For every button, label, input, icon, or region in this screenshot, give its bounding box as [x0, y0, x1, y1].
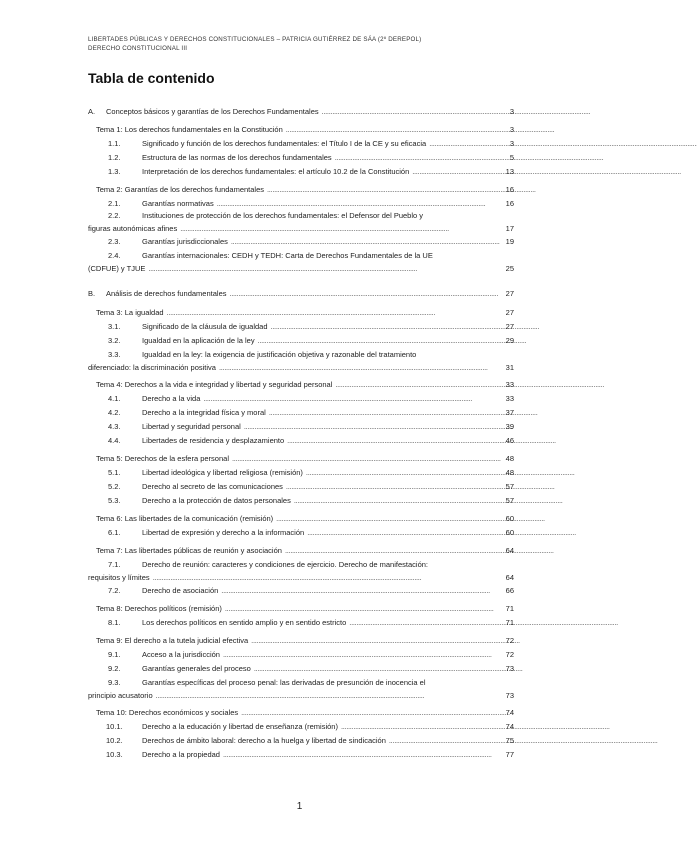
toc-entry-text: Instituciones de protección de los derechos fundamentales: el Defensor del Pueblo y [142, 211, 424, 220]
toc-entry-number: 6.1. [108, 528, 121, 537]
toc-entry[interactable] [88, 636, 514, 645]
toc-leader-dots [286, 125, 501, 134]
toc-entry-text: Significado y función de los derechos fundamentales: el Título I de la CE y su eficacia [142, 139, 427, 148]
toc-entry[interactable] [88, 251, 514, 273]
toc-entry[interactable] [88, 736, 514, 745]
toc-entry-number: 1.3. [108, 167, 121, 176]
toc-leader-dots [167, 308, 501, 317]
toc-entry-page: 5 [509, 153, 514, 162]
toc-entry-text: Libertad ideológica y libertad religiosa (remisión) [142, 468, 303, 477]
toc-leader-dots [153, 573, 501, 582]
toc-entry[interactable] [88, 380, 514, 389]
toc-leader-dots [225, 604, 501, 613]
toc-entry[interactable] [88, 408, 514, 417]
toc-entry-number: 7.2. [108, 586, 121, 595]
toc-leader-dots [267, 185, 501, 194]
toc-leader-dots [341, 722, 501, 731]
toc-entry[interactable] [88, 308, 514, 317]
toc-entry[interactable] [88, 454, 514, 463]
toc-entry-text: Derecho de reunión: caracteres y condiciones de ejercicio. Derecho de manifestación: [142, 560, 428, 569]
toc-leader-dots [223, 750, 501, 759]
toc-leader-dots [180, 224, 501, 233]
toc-entry-page: 73 [505, 664, 514, 673]
toc-entry[interactable] [88, 664, 514, 673]
toc-entry-text: Libertad de expresión y derecho a la información [142, 528, 305, 537]
toc-entry[interactable] [88, 482, 514, 491]
toc-entry-page: 74 [505, 708, 514, 717]
toc-leader-dots [335, 153, 501, 162]
toc-entry[interactable] [88, 107, 514, 116]
toc-leader-dots [322, 107, 501, 116]
toc-entry-number: 2.1. [108, 199, 121, 208]
toc-entry[interactable] [88, 708, 514, 717]
toc-entry[interactable] [88, 422, 514, 431]
toc-entry-text: Libertad y seguridad personal [142, 422, 241, 431]
toc-entry-text: Igualdad en la ley: la exigencia de justificación objetiva y razonable del tratamiento [142, 350, 417, 359]
toc-entry-page: 72 [505, 650, 514, 659]
toc-entry-text: Derechos de ámbito laboral: derecho a la huelga y libertad de sindicación [142, 736, 386, 745]
toc-entry-page: 66 [505, 586, 514, 595]
toc-entry[interactable] [88, 604, 514, 613]
toc-leader-dots [412, 167, 501, 176]
toc-entry-text: Tema 4: Derechos a la vida e integridad y libertad y seguridad personal [96, 380, 333, 389]
toc-entry-page: 48 [505, 468, 514, 477]
toc-entry[interactable] [88, 750, 514, 759]
toc-leader-dots [294, 496, 501, 505]
toc-leader-dots [251, 636, 501, 645]
toc-entry[interactable] [88, 125, 514, 134]
toc-entry-text: Tema 9: El derecho a la tutela judicial efectiva [96, 636, 249, 645]
toc-leader-dots [389, 736, 501, 745]
toc-entry-number: 9.3. [108, 678, 121, 687]
toc-leader-dots [287, 436, 501, 445]
toc-entry-text: Garantías generales del proceso [142, 664, 251, 673]
toc-entry[interactable] [88, 199, 514, 208]
toc-entry-page: 75 [505, 736, 514, 745]
toc-entry-number: 4.3. [108, 422, 121, 431]
toc-entry-text: Garantías jurisdiccionales [142, 237, 228, 246]
toc-entry-page: 3 [509, 125, 514, 134]
toc-entry-text: Libertades de residencia y desplazamiento [142, 436, 285, 445]
toc-entry-number: 10.2. [106, 736, 123, 745]
toc-entry-text: Conceptos básicos y garantías de los Derechos Fundamentales [106, 107, 319, 116]
toc-leader-dots [217, 199, 501, 208]
toc-entry[interactable] [88, 722, 514, 731]
toc-leader-dots [203, 394, 501, 403]
toc-entry-text: Tema 7: Las libertades públicas de reunión y asociación [96, 546, 282, 555]
toc-entry[interactable] [88, 185, 514, 194]
toc-entry-number: 5.3. [108, 496, 121, 505]
toc-leader-dots [254, 664, 501, 673]
toc-leader-dots [276, 514, 501, 523]
page-number: 1 [296, 801, 303, 812]
toc-entry-page: 16 [505, 199, 514, 208]
toc-entry-number: 7.1. [108, 560, 121, 569]
toc-entry[interactable] [88, 153, 514, 162]
toc-entry-page: 25 [505, 264, 514, 273]
toc-entry-page: 29 [505, 336, 514, 345]
toc-entry[interactable] [88, 618, 514, 627]
toc-leader-dots [271, 322, 501, 331]
toc-entry-page: 33 [505, 380, 514, 389]
toc-leader-dots [232, 454, 501, 463]
toc-entry-page: 46 [505, 436, 514, 445]
toc-entry-text: Derecho a la integridad física y moral [142, 408, 266, 417]
toc-entry-page: 71 [505, 618, 514, 627]
header-line-2: DERECHO CONSTITUCIONAL III [88, 45, 188, 52]
toc-entry-page: 72 [505, 636, 514, 645]
toc-entry-text: Garantías normativas [142, 199, 214, 208]
toc-entry-number: B. [88, 289, 96, 298]
toc-entry-continuation: figuras autonómicas afines [88, 224, 178, 233]
toc-entry-page: 57 [505, 496, 514, 505]
toc-entry[interactable] [88, 350, 514, 372]
toc-entry-number: 8.1. [108, 618, 121, 627]
toc-leader-dots [241, 708, 501, 717]
toc-entry-text: Derecho de asociación [142, 586, 219, 595]
toc-entry-continuation: principio acusatorio [88, 691, 153, 700]
toc-entry-text: Tema 8: Derechos políticos (remisión) [96, 604, 222, 613]
toc-entry[interactable] [88, 322, 514, 331]
toc-entry-text: Interpretación de los derechos fundamentales: el artículo 10.2 de la Constitución [142, 167, 410, 176]
toc-entry-number: 9.1. [108, 650, 121, 659]
toc-entry[interactable] [88, 336, 514, 345]
toc-entry-page: 27 [505, 289, 514, 298]
toc-entry-number: A. [88, 107, 96, 116]
toc-entry-text: Estructura de las normas de los derechos fundamentales [142, 153, 332, 162]
toc-entry-text: Análisis de derechos fundamentales [106, 289, 227, 298]
toc-leader-dots [231, 237, 501, 246]
toc-leader-dots [269, 408, 501, 417]
toc-entry[interactable] [88, 211, 514, 233]
toc-leader-dots [286, 482, 501, 491]
toc-entry-number: 3.3. [108, 350, 121, 359]
toc-entry-text: Garantías específicas del proceso penal: las derivadas de presunción de inocencia el [142, 678, 426, 687]
toc-entry-page: 3 [509, 139, 514, 148]
toc-entry-page: 64 [505, 546, 514, 555]
toc-entry[interactable] [88, 650, 514, 659]
toc-entry-page: 3 [509, 107, 514, 116]
toc-entry-page: 16 [505, 185, 514, 194]
toc-leader-dots [335, 380, 501, 389]
toc-entry-continuation: requisitos y límites [88, 573, 150, 582]
toc-entry-text: Los derechos políticos en sentido amplio y en sentido estricto [142, 618, 347, 627]
toc-entry[interactable] [88, 546, 514, 555]
toc-leader-dots [285, 546, 501, 555]
toc-entry-page: 13 [505, 167, 514, 176]
toc-entry-text: Tema 6: Las libertades de la comunicación (remisión) [96, 514, 274, 523]
toc-entry-page: 57 [505, 482, 514, 491]
toc-leader-dots [429, 139, 501, 148]
toc-leader-dots [349, 618, 501, 627]
toc-entry-page: 64 [505, 573, 514, 582]
toc-entry-continuation: diferenciado: la discriminación positiva [88, 363, 216, 372]
toc-entry-text: Tema 5: Derechos de la esfera personal [96, 454, 229, 463]
toc-entry-text: Derecho al secreto de las comunicaciones [142, 482, 283, 491]
toc-entry-text: Tema 10: Derechos económicos y sociales [96, 708, 239, 717]
toc-entry-text: Garantías internacionales: CEDH y TEDH: Carta de Derechos Fundamentales de la UE [142, 251, 433, 260]
toc-entry-page: 48 [505, 454, 514, 463]
toc-leader-dots [230, 289, 502, 298]
toc-entry-page: 31 [505, 363, 514, 372]
toc-entry-text: Acceso a la jurisdicción [142, 650, 220, 659]
toc-leader-dots [306, 468, 501, 477]
toc-entry-page: 19 [505, 237, 514, 246]
toc-entry[interactable] [88, 237, 514, 246]
toc-entry-number: 3.2. [108, 336, 121, 345]
toc-entry-page: 74 [505, 722, 514, 731]
toc-leader-dots [221, 586, 501, 595]
toc-entry[interactable] [88, 394, 514, 403]
toc-entry-page: 73 [505, 691, 514, 700]
toc-entry-page: 27 [505, 308, 514, 317]
toc-title: Tabla de contenido [88, 70, 215, 86]
header-line-1: LIBERTADES PÚBLICAS Y DERECHOS CONSTITUCIONALES – PATRICIA GUTIÉRREZ DE SÁA (2º DEREPOL) [88, 36, 422, 43]
toc-entry-page: 17 [505, 224, 514, 233]
toc-entry-text: Significado de la cláusula de igualdad [142, 322, 268, 331]
toc-leader-dots [148, 264, 501, 273]
toc-entry-page: 27 [505, 322, 514, 331]
toc-entry-text: Tema 3: La igualdad [96, 308, 164, 317]
toc-entry[interactable] [88, 514, 514, 523]
toc-entry[interactable] [88, 528, 514, 537]
toc-entry[interactable] [88, 560, 514, 582]
toc-entry-text: Derecho a la educación y libertad de enseñanza (remisión) [142, 722, 338, 731]
toc-entry-number: 4.1. [108, 394, 121, 403]
toc-leader-dots [219, 363, 501, 372]
toc-entry[interactable] [88, 678, 514, 700]
toc-entry-page: 77 [505, 750, 514, 759]
toc-entry-page: 71 [505, 604, 514, 613]
toc-entry-page: 60 [505, 528, 514, 537]
toc-leader-dots [307, 528, 501, 537]
toc-entry-number: 2.4. [108, 251, 121, 260]
toc-entry-text: Derecho a la propiedad [142, 750, 220, 759]
toc-entry-text: Igualdad en la aplicación de la ley [142, 336, 255, 345]
toc-entry[interactable] [88, 496, 514, 505]
toc-entry-text: Tema 1: Los derechos fundamentales en la Constitución [96, 125, 283, 134]
toc-entry-number: 5.1. [108, 468, 121, 477]
toc-leader-dots [156, 691, 501, 700]
toc-entry-number: 9.2. [108, 664, 121, 673]
toc-entry-number: 4.2. [108, 408, 121, 417]
toc-entry[interactable] [88, 289, 514, 298]
toc-leader-dots [258, 336, 501, 345]
toc-entry-page: 39 [505, 422, 514, 431]
toc-entry-page: 33 [505, 394, 514, 403]
toc-entry[interactable] [88, 167, 514, 176]
toc-entry[interactable] [88, 139, 514, 148]
toc-entry-text: Tema 2: Garantías de los derechos fundamentales [96, 185, 265, 194]
toc-entry-text: Derecho a la vida [142, 394, 201, 403]
toc-entry-page: 60 [505, 514, 514, 523]
toc-leader-dots [244, 422, 501, 431]
toc-entry-number: 10.3. [106, 750, 123, 759]
toc-entry-number: 1.1. [108, 139, 121, 148]
toc-entry-page: 37 [505, 408, 514, 417]
toc-entry-number: 2.3. [108, 237, 121, 246]
toc-entry[interactable] [88, 468, 514, 477]
toc-entry-continuation: (CDFUE) y TJUE [88, 264, 146, 273]
toc-leader-dots [223, 650, 501, 659]
toc-entry-number: 3.1. [108, 322, 121, 331]
toc-entry-number: 10.1. [106, 722, 123, 731]
toc-entry-text: Derecho a la protección de datos personales [142, 496, 291, 505]
toc-entry-number: 4.4. [108, 436, 121, 445]
toc-entry[interactable] [88, 436, 514, 445]
toc-entry[interactable] [88, 586, 514, 595]
page-header [88, 35, 421, 53]
toc-entry-number: 1.2. [108, 153, 121, 162]
toc-entry-number: 5.2. [108, 482, 121, 491]
toc-entry-number: 2.2. [108, 211, 121, 220]
